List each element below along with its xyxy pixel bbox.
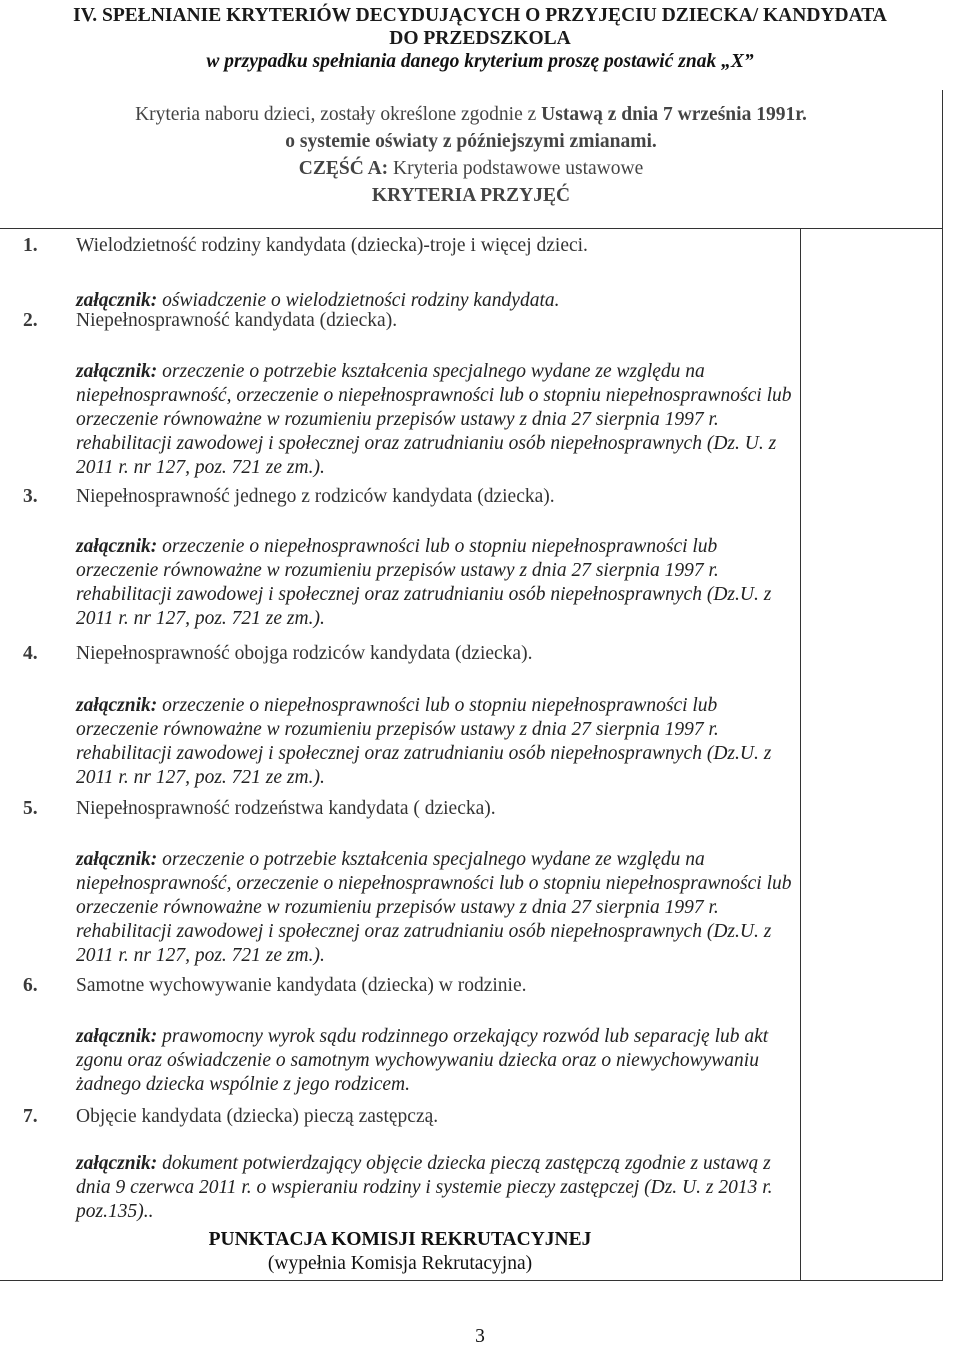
criteria-heading: KRYTERIA PRZYJĘĆ — [371, 185, 571, 206]
legal-basis-act: Ustawą z dnia 7 września 1991r. — [541, 104, 807, 125]
attachment-text: prawomocny wyrok sądu rodzinnego orzekający rozwód lub separację lub akt zgonu oraz oświadczenie o samotnym wychowywaniu dziecka oraz o niewychowywaniu żadnego dziecka wspólnie z jego rodzicem. — [76, 1026, 769, 1095]
legal-basis-line2 — [0, 128, 942, 155]
criterion-attachment — [76, 848, 794, 968]
criterion-attachment — [76, 360, 794, 480]
attachment-text: dokument potwierdzający objęcie dziecka pieczą zastępczą zgodnie z ustawą z dnia 9 czerwca 2011 r. o wspieraniu rodziny i systemie pieczy zastępczej (Dz. U. z 2013 r. poz.135).. — [76, 1153, 773, 1222]
criterion-title: Samotne wychowywanie kandydata (dziecka) w rodzinie. — [76, 975, 527, 996]
criterion-attachment — [76, 1025, 794, 1097]
attachment-label: załącznik: — [76, 361, 158, 382]
attachment-text: orzeczenie o niepełnosprawności lub o stopniu niepełnosprawności lub orzeczenie równoważne w rozumieniu przepisów ustawy z dnia 27 sierpnia 1997 r. rehabilitacji zawodowej i społecznej oraz zatrudnianiu osób niepełnosprawnych (Dz.U. z 2011 r. nr 127, poz. 721 ze zm.). — [76, 695, 772, 788]
criterion-title: Wielodzietność rodziny kandydata (dziecka)-troje i więcej dzieci. — [76, 235, 588, 256]
criterion-title: Niepełnosprawność kandydata (dziecka). — [76, 310, 398, 331]
criterion-number: 4. — [23, 643, 38, 664]
scoring-note: (wypełnia Komisja Rekrutacyjna) — [267, 1253, 533, 1274]
section-a-box — [0, 90, 943, 229]
legal-basis-act-cont: o systemie oświaty z późniejszymi zmianami. — [285, 131, 657, 152]
criterion-number: 1. — [23, 235, 38, 256]
attachment-label: załącznik: — [76, 1026, 158, 1047]
section-header — [0, 0, 960, 73]
attachment-label: załącznik: — [76, 536, 158, 557]
criterion-number: 2. — [23, 310, 38, 331]
legal-basis-prefix: Kryteria naboru dzieci, zostały określone zgodnie z — [135, 104, 542, 125]
criterion-number: 3. — [23, 486, 38, 507]
part-a-desc: Kryteria podstawowe ustawowe — [388, 158, 644, 179]
criterion-attachment — [76, 694, 794, 790]
criterion-attachment — [76, 535, 794, 631]
page-number: 3 — [475, 1326, 485, 1347]
attachment-label: załącznik: — [76, 849, 158, 870]
scoring-heading: PUNKTACJA KOMISJI REKRUTACYJNEJ — [208, 1229, 592, 1250]
attachment-label: załącznik: — [76, 290, 158, 311]
attachment-text: orzeczenie o potrzebie kształcenia specjalnego wydane ze względu na niepełnosprawność, orzeczenie o niepełnosprawności lub o stopniu niepełnosprawności lub orzeczenie równoważne w rozumieniu przepisów ustawy z dnia 27 sierpnia 1997 r. rehabilitacji zawodowej i społecznej oraz zatrudnianiu osób niepełnosprawnych (Dz.U. z 2011 r. nr 127, poz. 721 ze zm.). — [76, 849, 792, 966]
part-a-heading — [0, 155, 942, 182]
part-a-label: CZĘŚĆ A: — [298, 158, 389, 179]
criterion-number: 6. — [23, 975, 38, 996]
attachment-text: orzeczenie o niepełnosprawności lub o stopniu niepełnosprawności lub orzeczenie równoważne w rozumieniu przepisów ustawy z dnia 27 sierpnia 1997 r. rehabilitacji zawodowej i społecznej oraz zatrudnianiu osób niepełnosprawnych (Dz.U. z 2011 r. nr 127, poz. 721 ze zm.). — [76, 536, 772, 629]
criterion-title: Niepełnosprawność rodzeństwa kandydata ( dziecka). — [76, 798, 496, 819]
attachment-text: orzeczenie o potrzebie kształcenia specjalnego wydane ze względu na niepełnosprawność, orzeczenie o niepełnosprawności lub o stopniu niepełnosprawności lub orzeczenie równoważne w rozumieniu przepisów ustawy z dnia 27 sierpnia 1997 r. rehabilitacji zawodowej i społecznej oraz zatrudnianiu osób niepełnosprawnych (Dz. U. z 2011 r. nr 127, poz. 721 ze zm.). — [76, 361, 792, 478]
criterion-title: Niepełnosprawność jednego z rodziców kandydata (dziecka). — [76, 486, 555, 507]
score-column-divider — [800, 228, 801, 1280]
criterion-number: 7. — [23, 1106, 38, 1127]
header-title-line1: IV. SPEŁNIANIE KRYTERIÓW DECYDUJĄCYCH O PRZYJĘCIU DZIECKA/ KANDYDATA — [73, 5, 887, 26]
criterion-attachment — [76, 1152, 794, 1224]
attachment-label: załącznik: — [76, 1153, 158, 1174]
criterion-title: Objęcie kandydata (dziecka) pieczą zastępczą. — [76, 1106, 439, 1127]
criterion-title: Niepełnosprawność obojga rodziców kandydata (dziecka). — [76, 643, 533, 664]
header-instruction: w przypadku spełniania danego kryterium proszę postawić znak „X” — [206, 51, 754, 72]
criterion-number: 5. — [23, 798, 38, 819]
header-title-line2: DO PRZEDSZKOLA — [389, 28, 571, 49]
attachment-text: oświadczenie o wielodzietności rodziny kandydata. — [157, 290, 560, 311]
attachment-label: załącznik: — [76, 695, 158, 716]
legal-basis-line1 — [0, 90, 942, 128]
scoring-footer — [0, 1228, 800, 1276]
